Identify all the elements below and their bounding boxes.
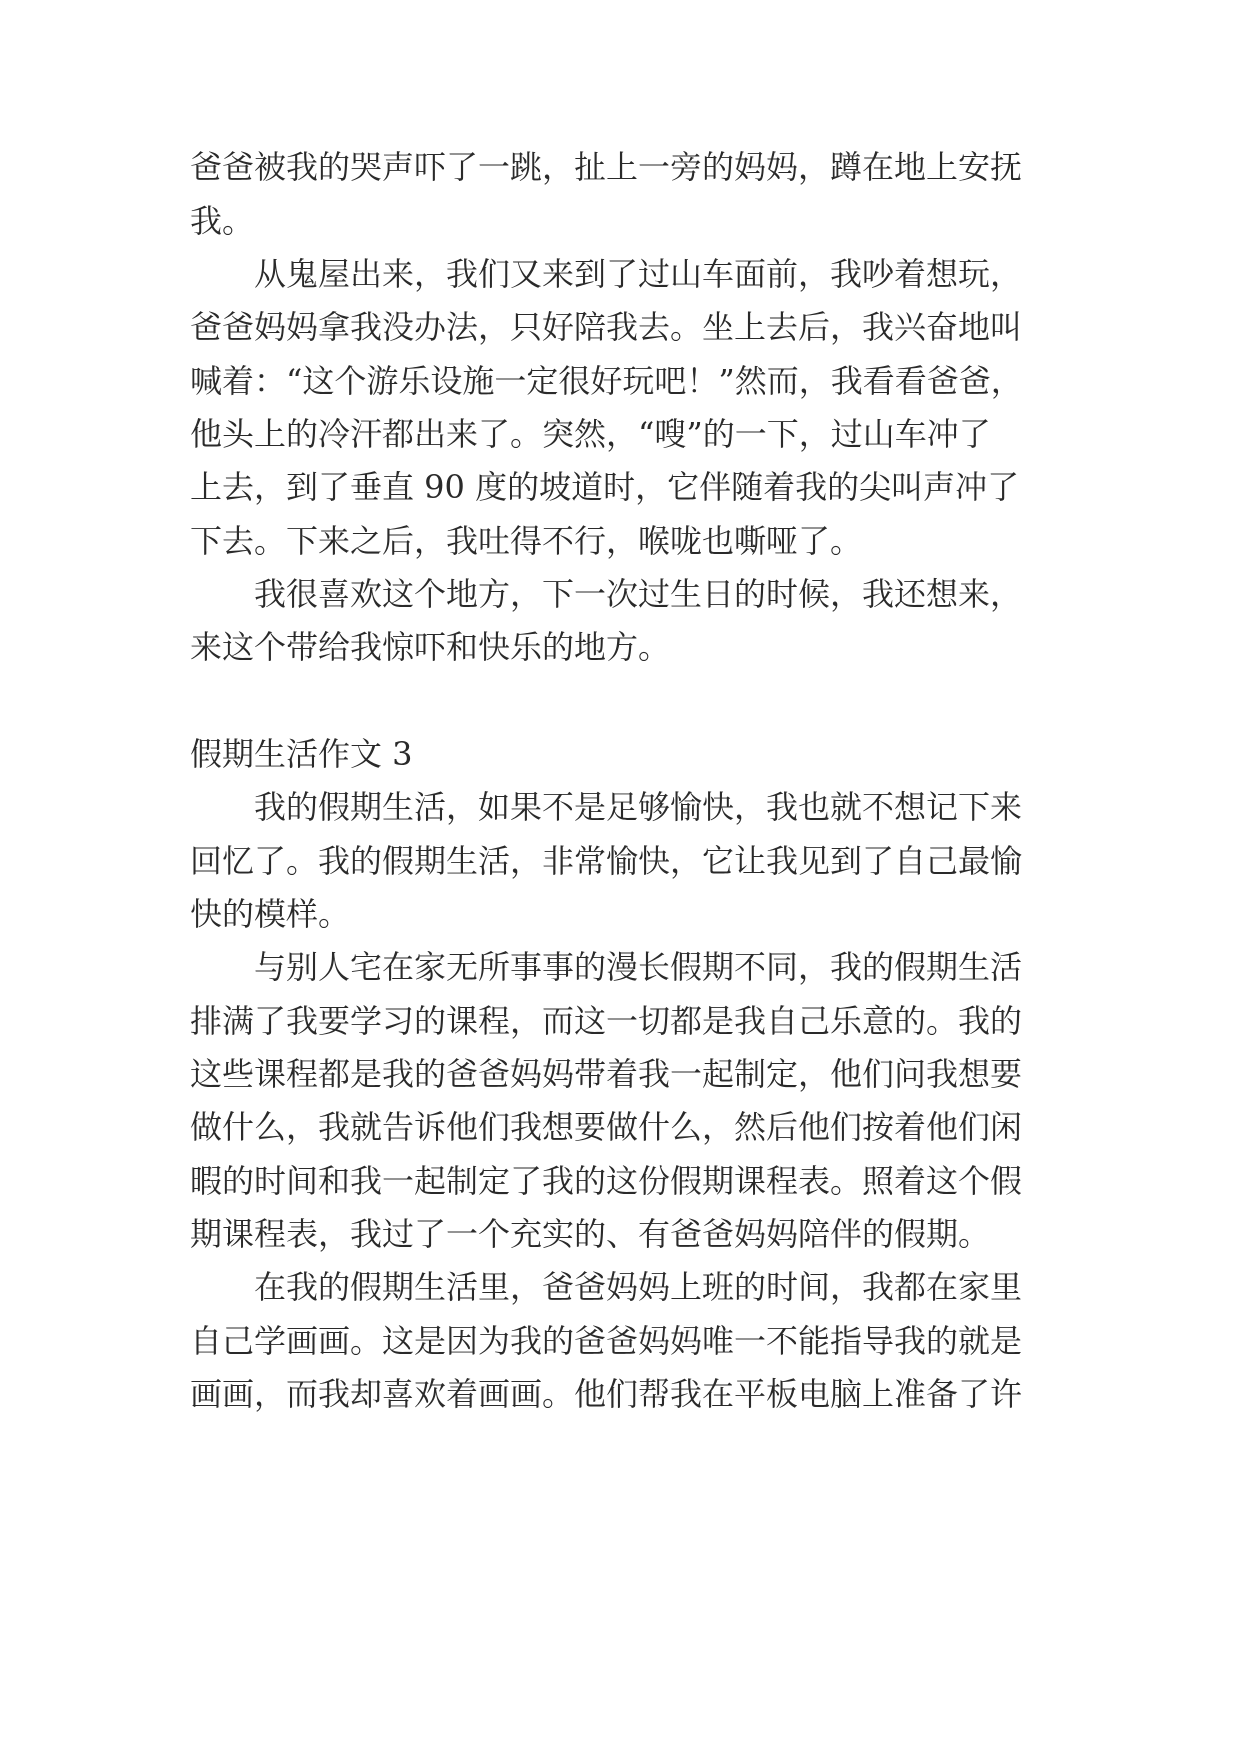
text-line: 他头上的冷汗都出来了。突然，“嗖”的一下，过山车冲了 [190, 415, 991, 453]
text-line: 从鬼屋出来，我们又来到了过山车面前，我吵着想玩， [190, 255, 1023, 293]
text-line: 上去，到了垂直 90 度的坡道时，它伴随着我的尖叫声冲了 [190, 468, 1020, 506]
text-line: 我很喜欢这个地方，下一次过生日的时候，我还想来， [190, 575, 1023, 613]
text-line: 快的模样。 [190, 895, 351, 933]
text-line: 自己学画画。这是因为我的爸爸妈妈唯一不能指导我的就是 [190, 1322, 1023, 1360]
text-line: 爸爸被我的哭声吓了一跳，扯上一旁的妈妈，蹲在地上安抚 [190, 148, 1023, 186]
text-line: 与别人宅在家无所事事的漫长假期不同，我的假期生活 [190, 948, 1023, 986]
text-line: 爸爸妈妈拿我没办法，只好陪我去。坐上去后，我兴奋地叫 [190, 308, 1023, 346]
text-line: 我的假期生活，如果不是足够愉快，我也就不想记下来 [190, 788, 1023, 826]
text-line: 喊着：“这个游乐设施一定很好玩吧！”然而，我看看爸爸， [190, 362, 1023, 400]
text-line: 来这个带给我惊吓和快乐的地方。 [190, 628, 671, 666]
text-line: 在我的假期生活里，爸爸妈妈上班的时间，我都在家里 [190, 1268, 1023, 1306]
text-line: 回忆了。我的假期生活，非常愉快，它让我见到了自己最愉 [190, 842, 1023, 880]
text-line: 这些课程都是我的爸爸妈妈带着我一起制定，他们问我想要 [190, 1055, 1023, 1093]
text-line: 期课程表，我过了一个充实的、有爸爸妈妈陪伴的假期。 [190, 1215, 991, 1253]
text-line: 做什么，我就告诉他们我想要做什么，然后他们按着他们闲 [190, 1108, 1023, 1146]
text-line: 我。 [190, 202, 255, 240]
text-line: 画画，而我却喜欢着画画。他们帮我在平板电脑上准备了许 [190, 1375, 1023, 1413]
text-line: 暇的时间和我一起制定了我的这份假期课程表。照着这个假 [190, 1162, 1023, 1200]
section-heading: 假期生活作文 3 [190, 735, 413, 773]
text-line: 排满了我要学习的课程，而这一切都是我自己乐意的。我的 [190, 1002, 1023, 1040]
text-line: 下去。下来之后，我吐得不行，喉咙也嘶哑了。 [190, 522, 863, 560]
